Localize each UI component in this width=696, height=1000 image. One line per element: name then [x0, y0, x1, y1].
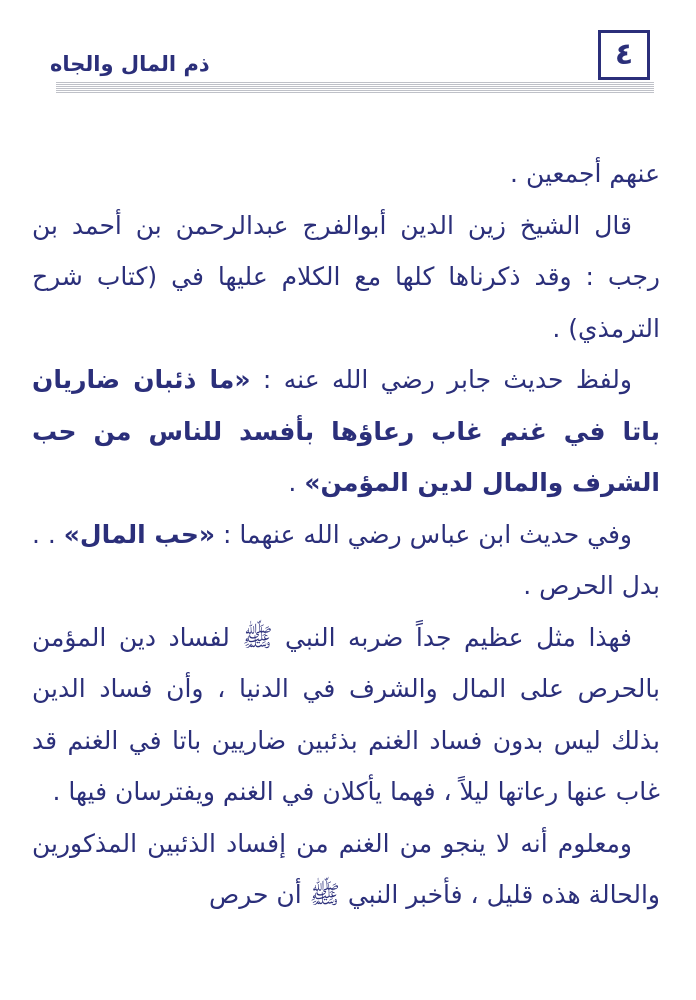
text-segment: فهذا مثل عظيم جداً ضربه النبي ﷺ لفساد دين المؤمن بالحرص على المال والشرف في الدنيا ، وأن فساد الدين بذلك ليس بدون فساد الغنم بذئبين ضاريين باتا في الغنم قد غاب عنها رعاتها ليلاً ، فهما يأكلان في الغنم ويفترسان فيها . — [32, 622, 660, 806]
hadith-quote: «حب المال» — [63, 519, 216, 549]
text-segment: . . بدل الحرص . — [31, 519, 660, 600]
paragraph-p4 — [32, 509, 660, 612]
paragraph-p5 — [32, 612, 660, 818]
text-segment: عنهم أجمعين . — [510, 159, 660, 188]
text-segment: ولفظ حديث جابر رضي الله عنه : — [250, 365, 632, 394]
paragraph-p1 — [32, 148, 660, 200]
text-segment: ومعلوم أنه لا ينجو من الغنم من إفساد الذئبين المذكورين والحالة هذه قليل ، فأخبر النبي ﷺ أن حرص — [32, 828, 660, 909]
paragraph-p3 — [32, 354, 660, 509]
page-number: ٤ — [598, 30, 650, 80]
page-header — [40, 22, 660, 82]
text-segment: قال الشيخ زين الدين أبوالفرج عبدالرحمن بن أحمد بن رجب : وقد ذكرناها كلها مع الكلام عليها في (كتاب شرح الترمذي) . — [32, 210, 660, 343]
text-segment: . — [288, 468, 305, 497]
running-title: ذم المال والجاه — [50, 52, 210, 76]
paragraph-p6 — [32, 818, 660, 921]
hadith-quote: «ما ذئبان ضاريان باتا في غنم غاب رعاؤها بأفسد للناس من حب الشرف والمال لدين المؤمن» — [32, 365, 660, 497]
paragraph-p2 — [32, 200, 660, 355]
body-text — [32, 148, 660, 921]
header-divider — [56, 82, 654, 94]
text-segment: وفي حديث ابن عباس رضي الله عنهما : — [215, 519, 632, 549]
